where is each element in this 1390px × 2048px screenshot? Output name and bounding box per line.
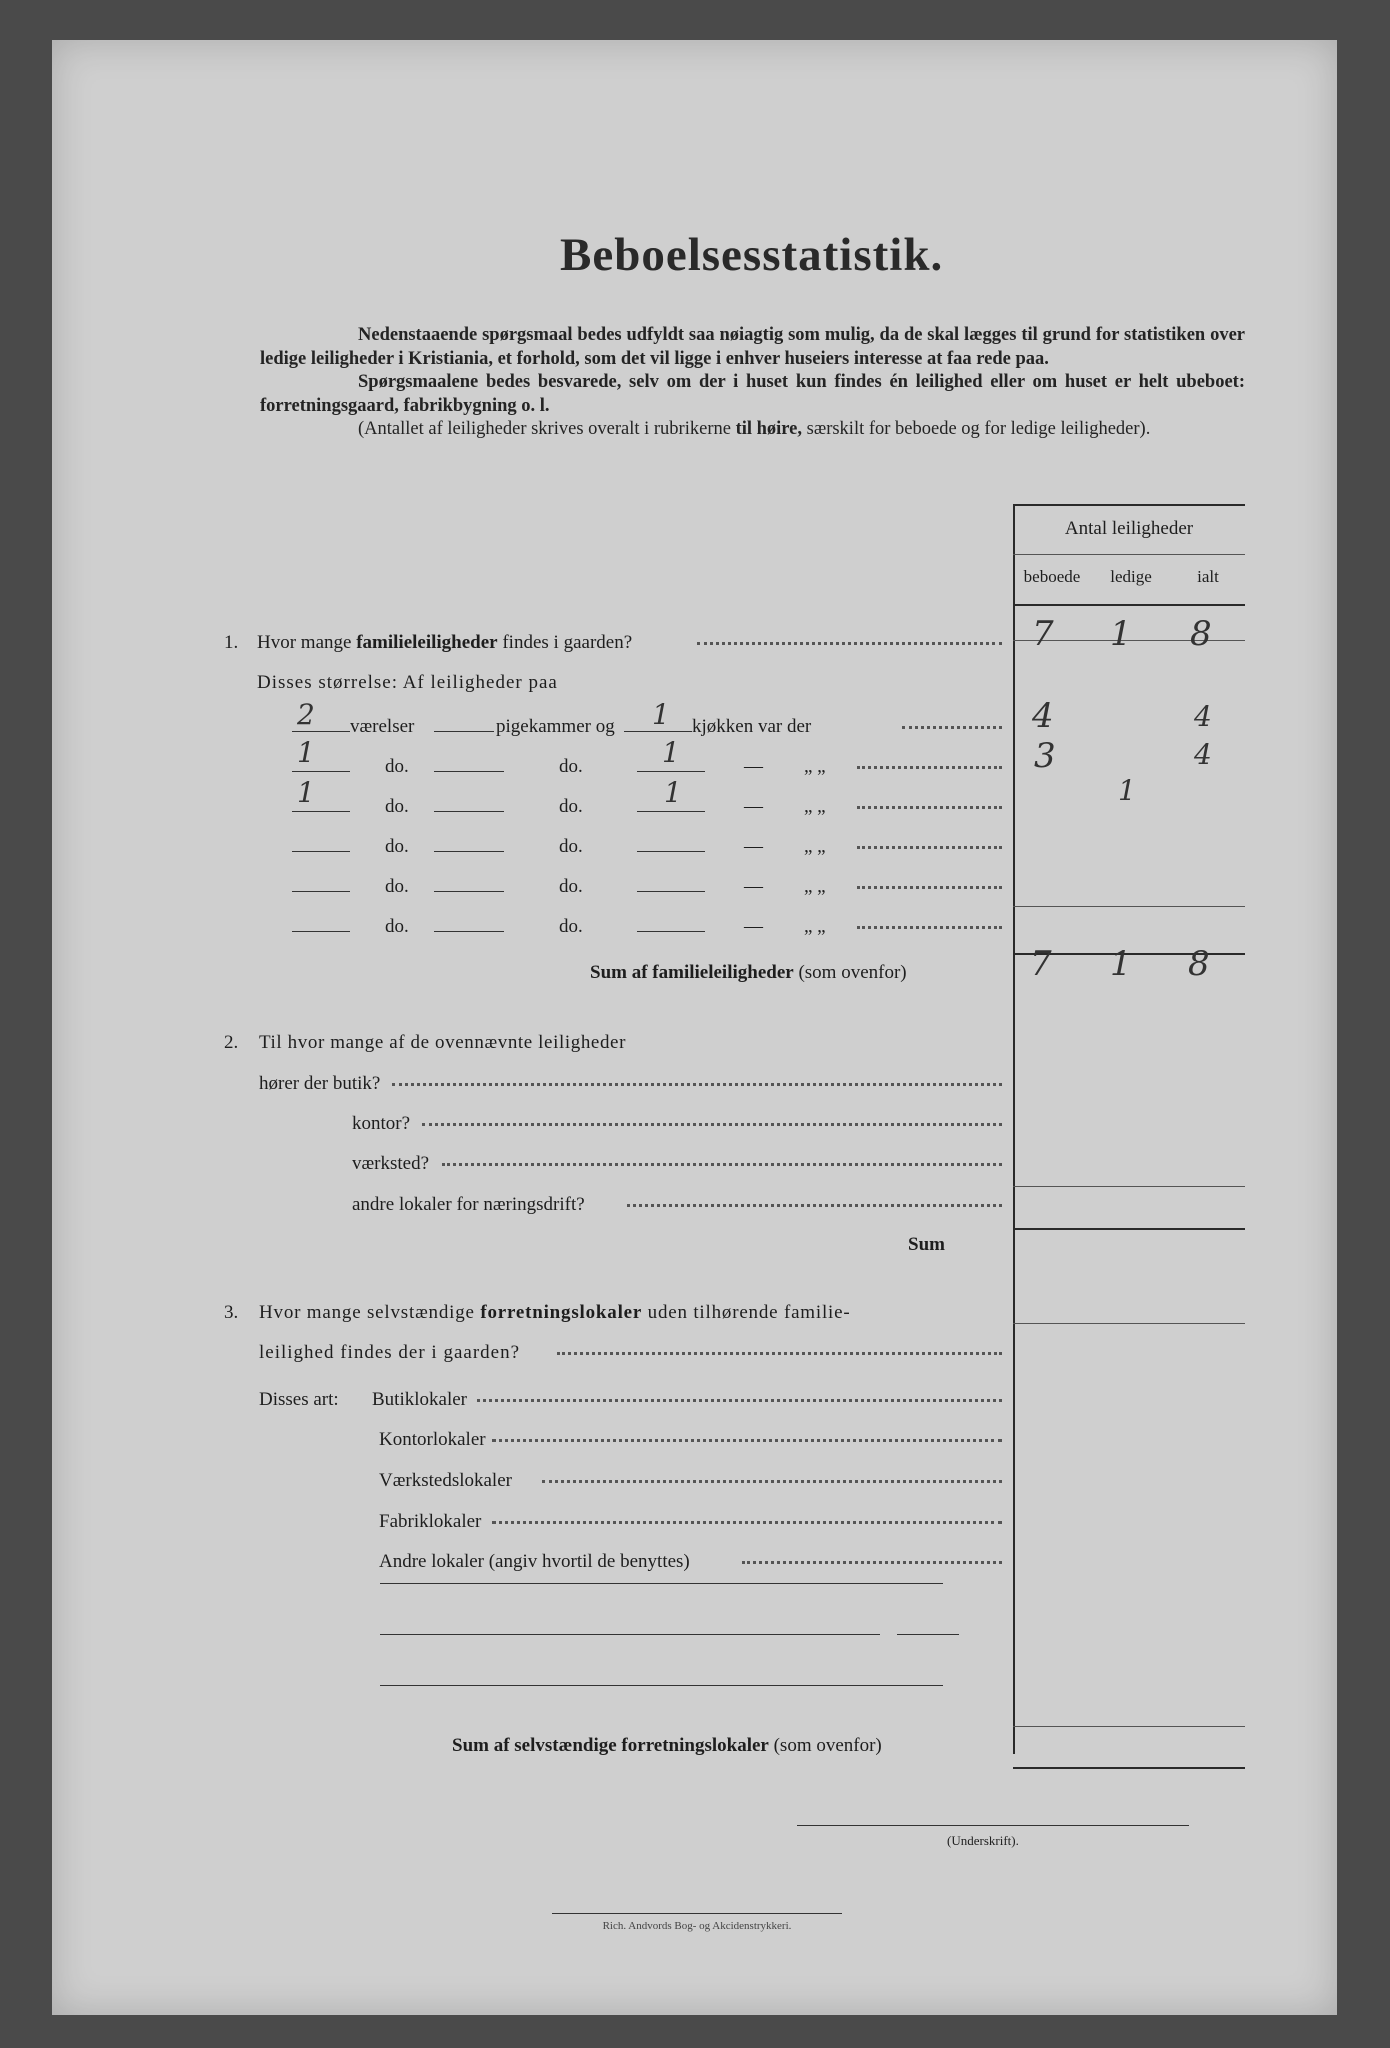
row-leader-dots <box>422 1121 1002 1126</box>
kitchen-value: 1 <box>652 698 670 731</box>
row-leader-dots <box>857 884 1002 889</box>
q2-item-vaerksted: værksted? <box>352 1153 430 1174</box>
table-sum3-top <box>1013 1726 1245 1727</box>
table-header-divider <box>1013 554 1245 555</box>
pige-blank <box>434 850 504 852</box>
do-label: do. <box>385 836 409 857</box>
q1-answer-ialt: 8 <box>1190 614 1212 654</box>
do-label: do. <box>385 756 409 777</box>
row-leader-dots <box>857 804 1002 809</box>
pige-blank <box>434 930 504 932</box>
kitchen-blank <box>637 770 705 772</box>
col-header-ledige: ledige <box>1110 567 1152 586</box>
dash-label: — <box>744 796 763 817</box>
table-left-line <box>1013 504 1015 1754</box>
table-sum3-bottom <box>1013 1767 1245 1769</box>
kitchen-blank <box>637 930 705 932</box>
row-leader-dots <box>627 1202 1002 1207</box>
vaerelser-label: værelser <box>350 716 415 737</box>
rooms-blank <box>292 810 350 812</box>
q1-sum-label: Sum af familieleiligheder (som ovenfor) <box>590 962 907 983</box>
row-leader-dots <box>492 1437 1002 1442</box>
table-sum2-bottom <box>1013 1228 1245 1230</box>
q3-art-label: Disses art: <box>259 1389 339 1410</box>
sum1-ledige: 1 <box>1110 944 1132 984</box>
row-leader-dots <box>857 844 1002 849</box>
do-label: do. <box>559 756 583 777</box>
do-label: do. <box>559 876 583 897</box>
do-label: do. <box>385 796 409 817</box>
q2-question: Til hvor mange af de ovennævnte leiligheder <box>259 1032 627 1053</box>
intro-paragraph-2: Spørgsmaalene bedes besvarede, selv om der i huset kun findes én leilighed eller om huset er helt ubeboet: forretningsgaard, fabrikbygning o. l. <box>260 372 1245 416</box>
rooms-blank <box>292 770 350 772</box>
dash-label: — <box>744 756 763 777</box>
signature-label: (Underskrift). <box>947 1833 1019 1848</box>
page-title: Beboelsesstatistik. <box>560 229 944 281</box>
dash-label: — <box>744 876 763 897</box>
row1-beboede: 4 <box>1032 696 1054 736</box>
kitchen-blank <box>637 810 705 812</box>
table-sum2-top <box>1013 1186 1245 1187</box>
write-in-line <box>380 1582 943 1584</box>
rooms-value: 2 <box>297 698 315 731</box>
q3-item-vaerksted: Værkstedslokaler <box>379 1470 512 1491</box>
row-leader-dots <box>542 1478 1002 1483</box>
q3-item-kontor: Kontorlokaler <box>379 1429 486 1450</box>
printer-rule <box>552 1912 842 1914</box>
table-header-bottom <box>1013 604 1245 606</box>
q3-sum-label: Sum af selvstændige forretningslokaler (som ovenfor) <box>452 1735 882 1756</box>
row-leader-dots <box>557 1350 1002 1355</box>
form-sheet <box>52 40 1337 2015</box>
row-leader-dots <box>442 1161 1002 1166</box>
dash-label: — <box>744 836 763 857</box>
write-in-line <box>380 1684 943 1686</box>
table-group-header: Antal leiligheder <box>1064 518 1194 539</box>
intro-paragraph-3: (Antallet af leiligheder skrives overalt i rubrikerne til høire, særskilt for beboede og for ledige leiligheder). <box>358 419 1151 439</box>
q3-question: Hvor mange selvstændige forretningslokaler uden tilhørende familie- <box>259 1302 851 1323</box>
kitchen-value: 1 <box>662 736 680 769</box>
ditto-label: „ „ <box>804 916 826 937</box>
row3-ledige: 1 <box>1118 774 1136 807</box>
row-leader-dots <box>857 924 1002 929</box>
q3-item-butik: Butiklokaler <box>372 1389 467 1410</box>
ditto-label: „ „ <box>804 836 826 857</box>
q3-number: 3. <box>224 1302 239 1323</box>
q2-sum-label: Sum <box>908 1234 945 1255</box>
row-leader-dots <box>742 1559 1002 1564</box>
q1-answer-ledige: 1 <box>1110 614 1132 654</box>
row2-beboede: 3 <box>1034 736 1056 776</box>
pige-blank <box>434 770 504 772</box>
do-label: do. <box>385 916 409 937</box>
write-in-line <box>380 1633 880 1635</box>
q1-sizes-label: Disses størrelse: Af leiligheder paa <box>257 672 558 693</box>
kitchen-blank <box>637 890 705 892</box>
q2-item-kontor: kontor? <box>352 1113 411 1134</box>
pigekammer-label: pigekammer og <box>496 716 615 737</box>
rooms-value: 1 <box>297 776 315 809</box>
signature-line <box>797 1824 1189 1826</box>
do-label: do. <box>385 876 409 897</box>
kitchen-blank <box>637 850 705 852</box>
sum1-beboede: 7 <box>1030 944 1052 984</box>
intro-text <box>260 324 1245 442</box>
rooms-blank <box>292 890 350 892</box>
q3-question-cont: leilighed findes der i gaarden? <box>259 1342 521 1363</box>
row-leader-dots <box>902 724 1002 729</box>
ditto-label: „ „ <box>804 756 826 777</box>
printer-name: Rich. Andvords Bog- og Akcidenstrykkeri. <box>602 1920 792 1932</box>
pige-blank <box>434 730 494 732</box>
q1-number: 1. <box>224 632 239 653</box>
table-q3-divider <box>1013 1323 1245 1324</box>
rooms-blank <box>292 930 350 932</box>
row2-ialt: 4 <box>1194 738 1212 771</box>
write-in-line <box>897 1633 959 1635</box>
col-header-ialt: ialt <box>1197 567 1219 586</box>
col-header-beboede: beboede <box>1023 567 1081 586</box>
dash-label: — <box>744 916 763 937</box>
do-label: do. <box>559 916 583 937</box>
row-leader-dots <box>492 1519 1002 1524</box>
ditto-label: „ „ <box>804 796 826 817</box>
pige-blank <box>434 890 504 892</box>
rooms-blank <box>292 850 350 852</box>
q2-number: 2. <box>224 1032 239 1053</box>
q2-item-butik: hører der butik? <box>259 1073 381 1094</box>
kitchen-value: 1 <box>664 776 682 809</box>
row-leader-dots <box>477 1397 1002 1402</box>
q1-leader-dots <box>697 640 1002 645</box>
q2-item-andre: andre lokaler for næringsdrift? <box>352 1194 585 1215</box>
row1-ialt: 4 <box>1194 700 1212 733</box>
intro-paragraph-1: Nedenstaaende spørgsmaal bedes udfyldt saa nøiagtig som mulig, da de skal lægges til grund for statistiken over ledige leiligheder i Kristiania, et forhold, som det vil ligge i enhver huseiers interesse at faa rede paa. <box>260 325 1245 369</box>
q3-item-fabrik: Fabriklokaler <box>379 1511 482 1532</box>
q3-item-andre: Andre lokaler (angiv hvortil de benyttes) <box>379 1551 690 1572</box>
do-label: do. <box>559 796 583 817</box>
kjokken-label: kjøkken var der <box>692 716 812 737</box>
pige-blank <box>434 810 504 812</box>
q1-question: Hvor mange familieleiligheder findes i gaarden? <box>257 632 633 653</box>
table-sum1-top <box>1013 906 1245 907</box>
row-leader-dots <box>857 764 1002 769</box>
ditto-label: „ „ <box>804 876 826 897</box>
do-label: do. <box>559 836 583 857</box>
rooms-value: 1 <box>297 736 315 769</box>
q1-answer-beboede: 7 <box>1032 614 1054 654</box>
row-leader-dots <box>392 1081 1002 1086</box>
table-top-line <box>1013 504 1245 506</box>
sum1-ialt: 8 <box>1188 944 1210 984</box>
